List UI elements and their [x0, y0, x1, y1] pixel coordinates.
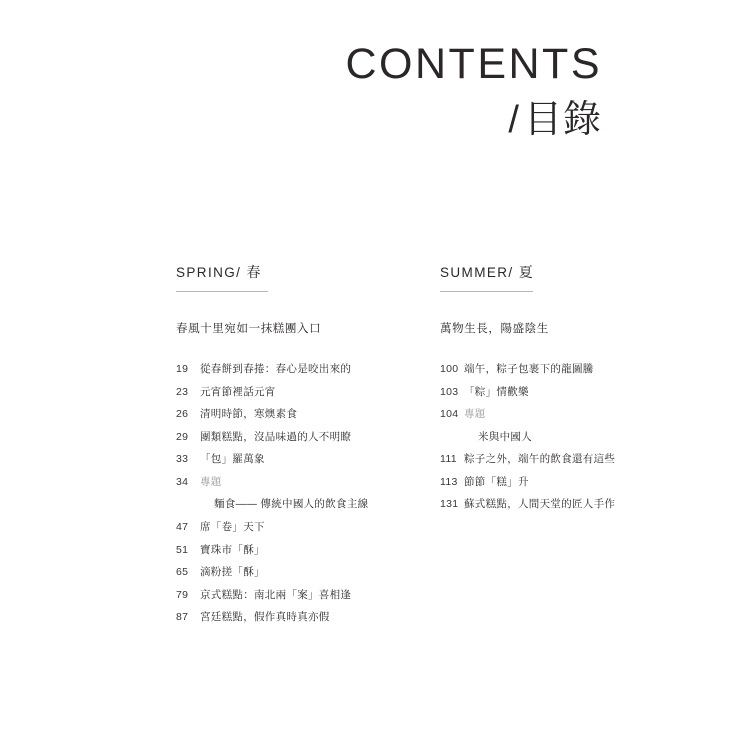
list-item[interactable] — [440, 364, 646, 375]
list-item[interactable] — [176, 432, 382, 443]
list-item[interactable] — [176, 567, 382, 578]
list-item[interactable] — [440, 477, 646, 488]
entry-page: 103 — [440, 385, 459, 398]
list-item-feature[interactable] — [176, 477, 382, 488]
entry-title: 宮廷糕點，假作真時真亦假 — [200, 611, 330, 624]
entry-page: 111 — [440, 453, 457, 466]
entry-title: 專題 — [464, 408, 486, 421]
list-item-feature[interactable] — [440, 409, 646, 420]
entry-title: 席「卷」天下 — [200, 521, 265, 533]
season-heading-spring — [176, 262, 268, 292]
entry-title: 節節「糕」升 — [464, 475, 529, 488]
page-subtitle — [346, 101, 603, 141]
list-item[interactable] — [176, 612, 382, 623]
list-item-sub[interactable] — [176, 499, 382, 510]
list-item[interactable] — [440, 387, 646, 398]
entry-list-summer — [440, 364, 646, 510]
entry-title: 端午，粽子包裹下的龍圖騰 — [464, 363, 594, 376]
page-subtitle-text: 目錄 — [523, 99, 602, 142]
column-summer — [440, 262, 646, 635]
season-cjk-summer: 夏 — [518, 264, 533, 280]
entry-title: 蘇式糕點，人間天堂的匠人手作 — [464, 498, 616, 511]
entry-title: 「包」羅萬象 — [200, 453, 265, 466]
season-tagline-spring: 春風十里宛如一抹糕團入口 — [176, 323, 322, 335]
entry-page: 47 — [176, 521, 189, 533]
entry-page: 34 — [176, 475, 189, 488]
list-item[interactable] — [176, 364, 382, 375]
list-item[interactable] — [176, 387, 382, 398]
entry-title: 京式糕點：南北兩「案」喜相逢 — [200, 588, 352, 601]
list-item[interactable] — [176, 454, 382, 465]
entry-title: 專題 — [200, 475, 222, 488]
entry-title: 元宵節裡話元宵 — [200, 385, 276, 398]
entry-page: 100 — [440, 363, 459, 376]
season-tagline-summer: 萬物生長，陽盛陰生 — [440, 323, 549, 335]
entry-page: 51 — [176, 543, 189, 556]
entry-page: 65 — [176, 566, 189, 579]
entry-page: 113 — [440, 475, 458, 488]
slash-mark: / — [508, 99, 520, 142]
entry-title: 米與中國人 — [478, 430, 532, 443]
season-label-spring: SPRING/ — [176, 265, 242, 280]
page-header — [346, 42, 603, 141]
page-title: CONTENTS — [345, 40, 602, 88]
entry-list-spring — [176, 364, 382, 623]
season-cjk-spring: 春 — [246, 264, 261, 280]
entry-title: 從春餅到春捲：春心是咬出來的 — [200, 363, 352, 376]
contents-columns — [176, 262, 646, 635]
entry-page: 19 — [176, 363, 189, 376]
entry-title: 粽子之外，端午的飲食還有這些 — [464, 453, 616, 466]
list-item[interactable] — [176, 590, 382, 601]
list-item[interactable] — [440, 499, 646, 510]
list-item-sub[interactable] — [440, 432, 646, 443]
entry-page: 29 — [176, 430, 189, 443]
entry-page: 87 — [176, 611, 189, 624]
entry-page: 131 — [440, 498, 459, 511]
column-spring — [176, 262, 382, 635]
entry-title: 麵食—— 傳統中國人的飲食主線 — [214, 498, 369, 511]
entry-title: 寶珠市「酥」 — [200, 543, 265, 556]
list-item[interactable] — [176, 545, 382, 556]
list-item[interactable] — [176, 409, 382, 420]
entry-page: 26 — [176, 408, 189, 421]
entry-title: 滴粉搓「酥」 — [200, 566, 265, 579]
entry-title: 「粽」情歡樂 — [464, 385, 529, 398]
season-heading-summer — [440, 262, 533, 292]
list-item[interactable] — [440, 454, 646, 465]
season-label-summer: SUMMER/ — [440, 265, 514, 280]
entry-page: 23 — [176, 385, 189, 398]
entry-page: 104 — [440, 408, 459, 421]
entry-title: 清明時節，寒燠素食 — [200, 408, 298, 421]
entry-page: 33 — [176, 453, 189, 466]
entry-page: 79 — [176, 588, 189, 601]
entry-title: 團類糕點，沒品味過的人不明瞭 — [200, 430, 352, 443]
list-item[interactable] — [176, 522, 382, 533]
